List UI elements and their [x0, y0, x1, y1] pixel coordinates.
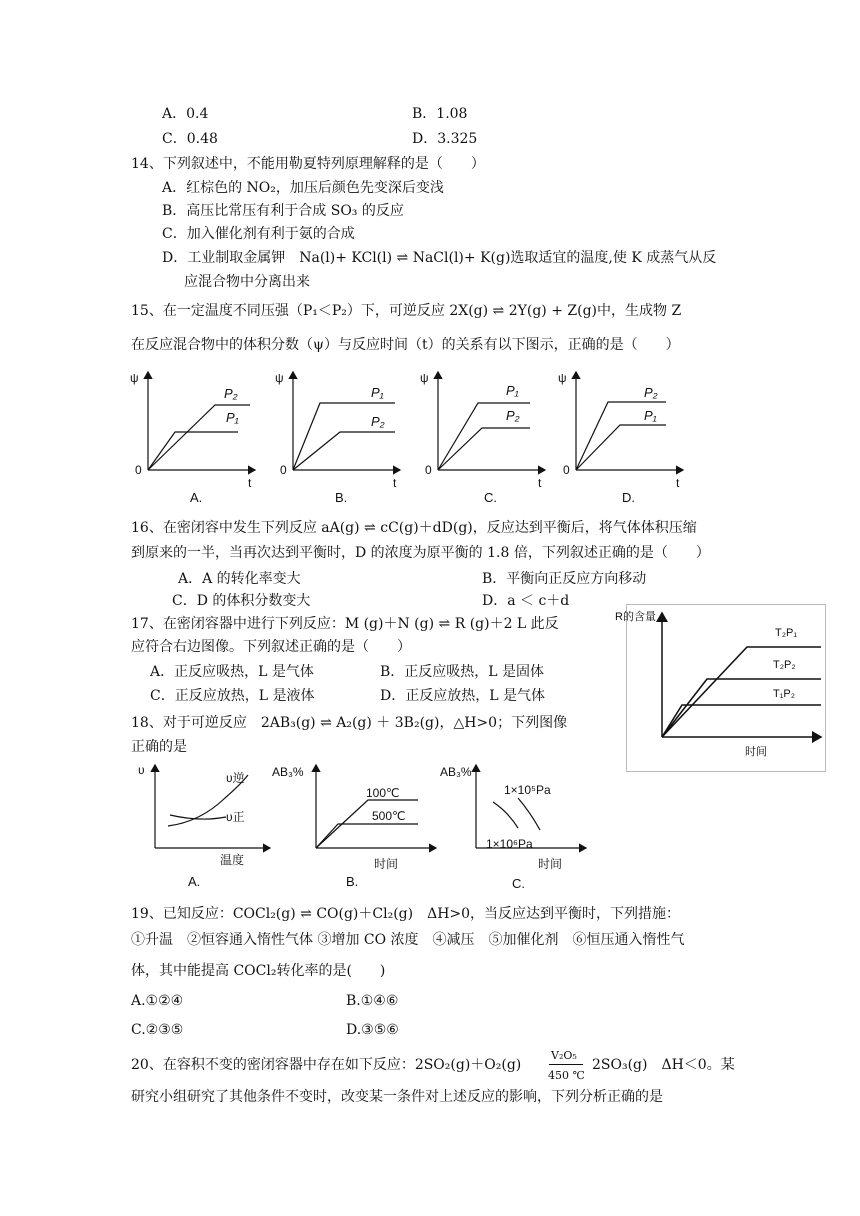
q18-stem-line2: 正确的是: [131, 739, 187, 755]
q15-d-upper-label: P₂: [644, 385, 658, 400]
q18-c-y-axis: AB₃%: [440, 765, 472, 779]
q13-option-a: A．0.4: [162, 106, 209, 122]
q20-stem-line1b: 2SO₃(g) ΔH＜0。某: [592, 1057, 735, 1073]
q15-graphs: [120, 360, 720, 510]
q15-c-x-axis: t: [538, 476, 542, 490]
q18-b-y-axis: AB₃%: [272, 765, 304, 779]
q16-option-d: D．a ＜ c＋d: [482, 593, 570, 609]
q19-stem-line2: ①升温 ②恒容通入惰性气体 ③增加 CO 浓度 ④减压 ⑤加催化剂 ⑥恒压通入惰性气: [131, 932, 685, 948]
q17-line-t2p1: [662, 647, 821, 737]
q13-option-c: C．0.48: [162, 131, 218, 147]
q17-x-axis: 时间: [745, 746, 767, 758]
q14-stem: 14、下列叙述中，不能用勒夏特列原理解释的是（ ）: [131, 156, 485, 172]
q17-option-a: A．正反应吸热，L 是气体: [150, 664, 314, 680]
q17-line-t1p2: [662, 705, 821, 737]
q17-y-axis: R的含量: [615, 611, 656, 623]
q19-option-a: A.①②④: [131, 993, 184, 1009]
q18-c-1e5-line: [493, 802, 518, 828]
q15-stem-line2: 在反应混合物中的体积分数（ψ）与反应时间（t）的关系有以下图示，正确的是（ ）: [131, 337, 680, 353]
q19-option-d: D.③⑤⑥: [346, 1022, 399, 1038]
q14-option-c: C．加入催化剂有利于氨的合成: [162, 226, 355, 242]
q15-d-label: D.: [622, 490, 635, 505]
q18-c-1e6-line: [518, 798, 540, 830]
q14-option-a: A．红棕色的 NO₂，加压后颜色先变深后变浅: [162, 180, 444, 196]
q15-d-origin: 0: [563, 463, 570, 477]
q16-stem-line1: 16、在密闭容中发生下列反应 aA(g) ⇌ cC(g)＋dD(g)，反应达到平衡后，将气体体积压缩: [131, 520, 697, 536]
q17-label-t1p2: T₁P₂: [773, 688, 796, 700]
q14-option-b: B．高压比常压有利于合成 SO₃ 的反应: [162, 203, 404, 219]
q15-b-y-axis: ψ: [275, 371, 284, 385]
q15-a-origin: 0: [135, 463, 142, 477]
q14-option-d-line2: 应混合物中分离出来: [184, 274, 310, 290]
q17-graph: [615, 605, 825, 771]
q18-a-label: A.: [188, 874, 201, 889]
q14-option-d-line1: D．工业制取金属钾 Na(l)+ KCl(l) ⇌ NaCl(l)+ K(g)选取适宜的温度,使 K 成蒸气从反: [162, 250, 717, 266]
q17-stem-line2: 应符合右边图像。下列叙述正确的是（ ）: [131, 639, 411, 655]
q15-c-y-axis: ψ: [420, 371, 429, 385]
q15-graph-a: [130, 371, 255, 505]
q13-option-b: B．1.08: [412, 106, 468, 122]
q18-b-s1: 100℃: [366, 786, 400, 800]
q18-c-s1: 1×10⁵Pa: [504, 783, 551, 797]
q15-graph-b: [275, 371, 400, 505]
q16-stem-line2: 到原来的一半，当再次达到平衡时，D 的浓度为原平衡的 1.8 倍，下列叙述正确的是（ ）: [131, 545, 710, 561]
q18-c-s2: 1×10⁶Pa: [486, 837, 533, 851]
q17-line-t2p2: [662, 679, 821, 737]
q20-stem-line1a: 20、在容积不变的密闭容器中存在如下反应：2SO₂(g)＋O₂(g): [131, 1057, 522, 1073]
q19-stem-line3: 体，其中能提高 COCl₂转化率的是( ): [131, 963, 386, 979]
q15-b-label: B.: [335, 490, 348, 505]
q17-graph-frame: [615, 604, 826, 772]
q15-c-lower-line: [438, 428, 530, 470]
q18-b-s2: 500℃: [372, 809, 406, 823]
q18-graph-a: [138, 763, 270, 889]
q15-graph-c: [420, 371, 545, 505]
q17-stem-line1: 17、在密闭容器中进行下列反应：M (g)＋N (g) ⇌ R (g)＋2 L 此反: [131, 616, 559, 632]
q15-d-x-axis: t: [676, 476, 680, 490]
q15-d-y-axis: ψ: [558, 371, 567, 385]
q15-a-upper-label: P₂: [224, 386, 238, 401]
q18-graphs: [130, 760, 610, 895]
q15-b-upper-label: P₁: [371, 385, 384, 400]
q19-stem-line1: 19、已知反应：COCl₂(g) ⇌ CO(g)＋Cl₂(g) ΔH>0，当反应达到平衡时，下列措施：: [131, 906, 681, 922]
q19-option-b: B.①④⑥: [346, 993, 399, 1009]
q18-a-y-axis: υ: [138, 763, 145, 777]
q15-stem-line1: 15、在一定温度不同压强（P₁＜P₂）下，可逆反应 2X(g) ⇌ 2Y(g) + Z(g)中，生成物 Z: [131, 303, 682, 319]
q18-c-x-axis: 时间: [538, 857, 563, 871]
q15-a-label: A.: [190, 490, 203, 505]
q15-c-origin: 0: [425, 463, 432, 477]
q18-graph-c: [440, 765, 586, 891]
q18-graph-b: [272, 765, 436, 889]
q15-d-lower-label: P₁: [644, 408, 657, 423]
q18-a-s2: υ正: [226, 810, 245, 824]
q15-a-y-axis: ψ: [130, 371, 139, 385]
q17-option-b: B．正反应吸热，L 是固体: [380, 664, 545, 680]
q16-option-c: C．D 的体积分数变大: [172, 593, 311, 609]
q20-catalyst: V₂O₅: [551, 1049, 577, 1062]
q15-b-lower-line: [293, 432, 395, 470]
q18-a-x-axis: 温度: [220, 853, 245, 867]
q15-c-upper-label: P₁: [506, 383, 519, 398]
q18-b-x-axis: 时间: [374, 857, 399, 871]
q16-option-b: B．平衡向正反应方向移动: [482, 571, 647, 587]
q15-b-origin: 0: [280, 463, 287, 477]
q16-option-a: A．A 的转化率变大: [178, 571, 301, 587]
q18-b-500c-line: [316, 824, 418, 848]
q13-option-d: D．3.325: [412, 131, 478, 147]
q15-a-lower-line: [148, 432, 238, 470]
q20-stem-line2: 研究小组研究了其他条件不变时，改变某一条件对上述反应的影响，下列分析正确的是: [131, 1089, 663, 1105]
q15-b-lower-label: P₂: [371, 414, 385, 429]
q20-temperature: 450 ℃: [548, 1069, 585, 1082]
q18-c-label: C.: [512, 876, 525, 891]
q19-option-c: C.②③⑤: [131, 1022, 184, 1038]
q15-c-lower-label: P₂: [506, 408, 520, 423]
q18-b-label: B.: [346, 874, 359, 889]
q17-option-c: C．正反应放热，L 是液体: [150, 688, 315, 704]
q17-label-t2p1: T₂P₁: [775, 627, 798, 639]
q15-a-x-axis: t: [248, 476, 252, 490]
q15-b-x-axis: t: [393, 476, 397, 490]
q15-graph-d: [558, 371, 683, 505]
q15-a-lower-label: P₁: [226, 410, 239, 425]
q17-label-t2p2: T₂P₂: [773, 659, 796, 671]
q15-d-lower-line: [576, 425, 666, 470]
q17-option-d: D．正反应放热，L 是气体: [380, 688, 545, 704]
q18-stem-line1: 18、对于可逆反应 2AB₃(g) ⇌ A₂(g) ＋ 3B₂(g)，△H>0；下列图像: [131, 715, 568, 731]
q18-a-s1: υ逆: [226, 771, 245, 785]
q15-c-label: C.: [484, 490, 497, 505]
q20-reaction-arrow: [549, 1064, 583, 1065]
